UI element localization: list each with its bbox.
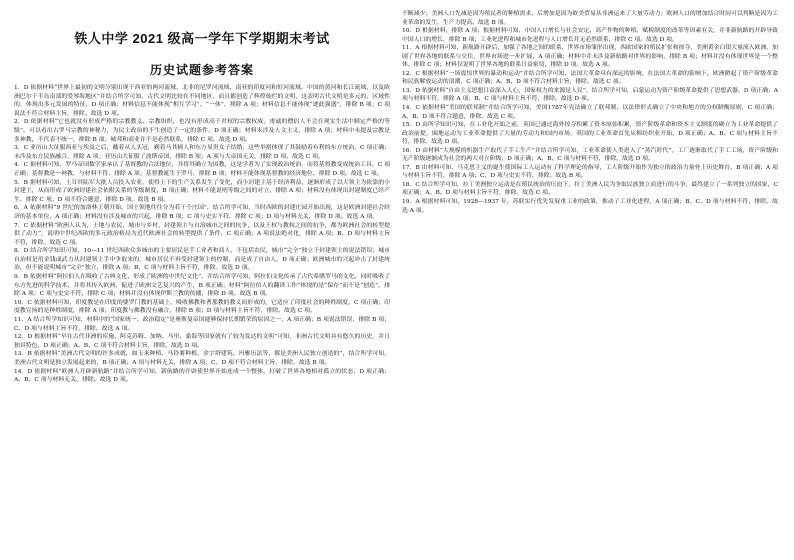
exam-title: 铁人中学 2021 级高一学年下学期期末考试 — [74, 31, 330, 46]
answer-paragraph: 4．C 据材料可知，罗马帝国数学家承认了基督教的合法地位，并将其确立为国教，这是学者为了实现政治统治，而将基督教变成统治工具，C 项正确；基督教是一神教，与材料不符，排除 A 项；基督教诞生于罗马，排除 B 项；材料不能体现基督教的经济地位，排除 D 项。故选 C 项。 — [14, 162, 390, 177]
answer-paragraph: 16．D 由材料“大规模的机器生产取代了手工生产”并结合所学可知，工业革命使人类进入了“蒸汽时代”，工厂逐渐取代了手工工场，资产阶级和无产阶级逐渐成为社会的两大对立阶级，D 项正确；A、B、C 项与材料不符，排除。故选 D 项。 — [402, 147, 778, 163]
right-answer-body — [402, 10, 778, 215]
answer-paragraph: 12．C 根据材料“一场震惊世界的暴动和运动”并结合所学可知，法国大革命具有深远的影响，在法国大革命的影响下，欧洲掀起了资产阶级革命和民族解放运动的浪潮，C 项正确；A、B、D 项不符合材料主旨，排除。故选 C 项。 — [402, 70, 778, 86]
answer-paragraph: 17．B 由材料可知，马克思主义的诞生使国际工人运动有了科学理论的指导，工人阶级开始作为独立的政治力量登上历史舞台，B 项正确；A 项与材料主旨不符，排除 A 项；C、D 项与史实不符，排除。故选 B 项。 — [402, 164, 778, 180]
answer-paragraph: 12．D 根据材料“早在古代非洲的库施、阿克苏姆、加纳、马里、桑海等国家就有了较为发达的文明”可知，非洲古代文明具有悠久的历史，并且独具特色，D 项正确；A、B、C 项不符合材料主旨，排除。故选 D 项。 — [14, 334, 390, 349]
answer-paragraph: 8．D 结合所学知识可知，10—11 世纪西欧众多城市的主要居民是手工业者和商人，不包括农民，城市“完全”独立于封建领主的说法错误；城市自治权是用金钱或武力从封建领主手中争取来的，城市居民不再受封建领主的控制，而是成了自由人，D 项正确；欧洲城市的兴起冲击了封建统治，但不能说明城市“完全”独立，排除 A 项；B、C 项与材料主旨不符，排除。故选 D 项。 — [14, 248, 390, 272]
answer-paragraph: 11．A 结合所学知识可知，材料中的“国家统一、政治稳定”是奥斯曼帝国能够保持长期繁荣的原因之一，A 项正确；B 项说法错误，排除 B 项；C、D 项与材料主旨不符，排除。故选 A 项。 — [14, 317, 390, 332]
answer-paragraph: 11．A 根据材料可知，新航路开辟后，加强了各地之间的联系，世界市场雏形出现，西欧国家的殖民扩张和掠夺，美洲黄金白银大量流入欧洲，加剧了世界各地的联系与交往，世界市场进一步扩展，A 项正确；材料中并未涉及新航路对世界的影响，排除 B 项；材料并没有体现世界是一个整体，排除 C 项；材料仅说明了世界各地的联系日益密切，排除 D 项。故选 A 项。 — [402, 45, 778, 69]
answer-paragraph: 6．A 依据材料“9 世纪的加洛林王朝开始，国王领地往往分为若干个庄园”，结合所学可知，当时西欧的封建庄园开始出现，这是欧洲封建社会经济的基本单位，A 项正确；材料没有涉及城市的兴起，排除 B 项；C 项与史实不符，排除 C 项；D 项与材料无关，排除 D 项。故选 A 项。 — [14, 205, 390, 220]
answer-paragraph: 14．C 依据材料“美国的联邦制”并结合所学可知，美国1787年宪法确立了联邦制，以法律形式确立了中央和地方的分权制衡原则，C 项正确；A、B、D 项不符合题意，排除。故选 C 项。 — [402, 105, 778, 120]
exam-subtitle: 历史试题参考答案 — [149, 63, 254, 77]
answer-paragraph: 不断减少；美洲人口先减是因为殖民者的种植需求，后增加是因为欧美贸易从非洲运来了大量劳动力；欧洲人口的增加结合时间可以判断是因为工业革命的发生，生产力提高。故选 B 项。 — [402, 11, 778, 26]
answer-paragraph: 5．B 据材料可知，土耳其陆军大批人员投入农业，使得上下的生产关系发生了变化，而小封建主基于经济利益，逐渐形成了以大领主为依靠的小封建主，从而形成了欧洲封建社会依附关系的等级制度，B 项正确；材料不能说明等级之间的对立，排除 A 项；材料没有体现出封建制度已经产生，排除 C 项；D 项不符合题意，排除 D 项。故选 B 项。 — [14, 179, 390, 203]
answer-paragraph: 10．D 根据材料，排除 A 项；根据材料可知，中国人口增长与社会安定、高产作物的种植、赋税制度的改革等因素有关，并非新航路的开辟导致中国人口的增长，排除 B 项；工业化进程和城市化进程与人口增长并无必然联系，排除 C 项。故选 D 项。 — [402, 28, 778, 43]
answer-paragraph: 1．D 依据材料“世界上最初的文明分别出现于西亚的两河流域、北非的尼罗河流域、南亚的印度河和恒河流域、中国的黄河和长江流域，以及欧洲巴尔干半岛南部的爱琴海地区”并结合所学可知，古代文明比较在不同地区，而且都创造了辉煌灿烂的文明，这表明古代文明是多元的、区域性的，体现出多元发展的特征，D 项正确；材料信息不能体现“相互学习”、“一体”，排除 A 项；材料信息不能体现“逐此强盛”，排除 B 项；C 项说法不符合材料主旨，排除。故选 D 项。 — [14, 85, 390, 117]
answer-paragraph: 14．D 依据材料“欧洲人开辟新航路”并结合所学可知，新航路的开辟使世界开始连成一个整体，打破了世界各地相对孤立的状态，D 项正确；A、B、C 项与材料无关，排除。故选 D 项。 — [14, 368, 390, 384]
answer-paragraph: 7．C 依据材料“欧洲人认为，土地与农民，城市与乡村，封建领主与自治城市之间的抗争，以及王权与教权之间的抗争，都为欧洲社会的转型提供了动力”，说明中世纪西欧的多元政治格局为近代欧洲社会的转型提供了条件，C 项正确；A 项说法绝对化，排除 A 项；B、D 项与材料主旨不符，排除。故选 C 项。 — [14, 222, 390, 246]
answer-paragraph: 15．D 由所学知识可知，在工业化开始之前，英国已通过海外掠夺积累了资本原始积累，资产阶级革命和资本主义制度的确立为工业革命提供了政治前提，圈地运动为工业革命提供了大量的劳动力和国内市场，英国的工业革命首先从棉纺织业开始，D 项正确；A、B、C 项与材料主旨不符，排除。故选 D 项。 — [402, 122, 778, 146]
answer-paragraph: 3．C 亚历山大征服西亚与埃及之后，戴着从人头冠，剃着马其顿人和东方显贵女子结婚，这些举措体现了其鼓励着有利的东方统治，C 项正确；未涉及东方民族融合，排除 A 项；亚历山大征服了波斯帝国，排除 B 项；A 项与大帝国无关，排除 D 项。故选 C 项。 — [14, 145, 390, 160]
answer-paragraph: 10．C 依据材料可知，印度教是在印度的婆罗门教的基础上，吸收佛教和耆那教的教义而形成的，它适应了印度社会的种姓制度，C 项正确；印度教宣扬的是种姓制度，排除 A 项；印度教与佛教没有融合，排除 B 项；D 项与材料主旨不符，排除。故选 C 项。 — [14, 299, 390, 315]
left-answer-body — [14, 84, 390, 385]
answer-paragraph: 18．C 结合所学可知，拉丁美洲独立运动是在殖民统治的压迫下，拉丁美洲人民为争取民族独立而进行的斗争，最终建立了一系列独立的国家，C 项正确；A、B、D 项与材料主旨不符，排除。故选 C 项。 — [402, 181, 778, 197]
answer-paragraph: 19．A 根据材料可知，1928—1937 年，苏联实行优先发展重工业的政策，推动了工业化进程，A 项正确；B、C、D 项与材料不符，排除。故选 A 项。 — [402, 199, 778, 214]
right-column — [402, 10, 778, 215]
left-column — [14, 14, 390, 385]
answer-paragraph: 13．D 依据材料“自由主义思想日益深入人心，国家权力的来源是人民”，结合所学可知，启蒙运动为资产阶级革命提供了思想武器，D 项正确；A 项与材料不符，排除 A 项；B、C 项与材料主旨不符，排除。故选 D 项。 — [402, 87, 778, 103]
answer-paragraph: 13．B 依据材料“美洲古代文明的许多成就，如玉米种植、马铃薯种植、金字塔建筑、玛雅历法等，都是美洲人民独立创造的”，结合所学可知，美洲古代文明是独立发展起来的，B 项正确；A 项与材料无关，排除 A 项；C、D 项不符合材料主旨，排除。故选 B 项。 — [14, 351, 390, 366]
answer-paragraph: 9．B 依据材料“阿拉伯人在吸收了古典文化，形成了欧洲的中世纪文化”，并结合所学可知，阿拉伯文化传承了古代希腊罗马的文化，同时吸收了东方先进的科学技术，并将其传入欧洲，促进了欧洲文艺复兴的产生，B 项正确；材料“阿拉伯人的翻译工作”体现的是“保存”而不是“创造”，排除 A 项；C 项与史实不符，排除 C 项；材料并没有体现伊斯兰教的传播，排除 D 项。故选 B 项。 — [14, 274, 390, 298]
answer-paragraph: 2．D 依据材料“它也就没有形成严格的宗教教义、宗教组织，也没有形成高于君权的宗教权威，虔诚的僧侣人不会在现实生活中制定严格的等级”，可以看出古罗马宗教的神秘力，为民主政治的不生创造了一定的条件，D 项正确；材料未涉及人文主义，排除 A 项；材料中未提及宗教是多神教，不代表不统一，排除 B 项；城邦和商业并不是必然联系，排除 C 项。故选 D 项。 — [14, 119, 390, 143]
